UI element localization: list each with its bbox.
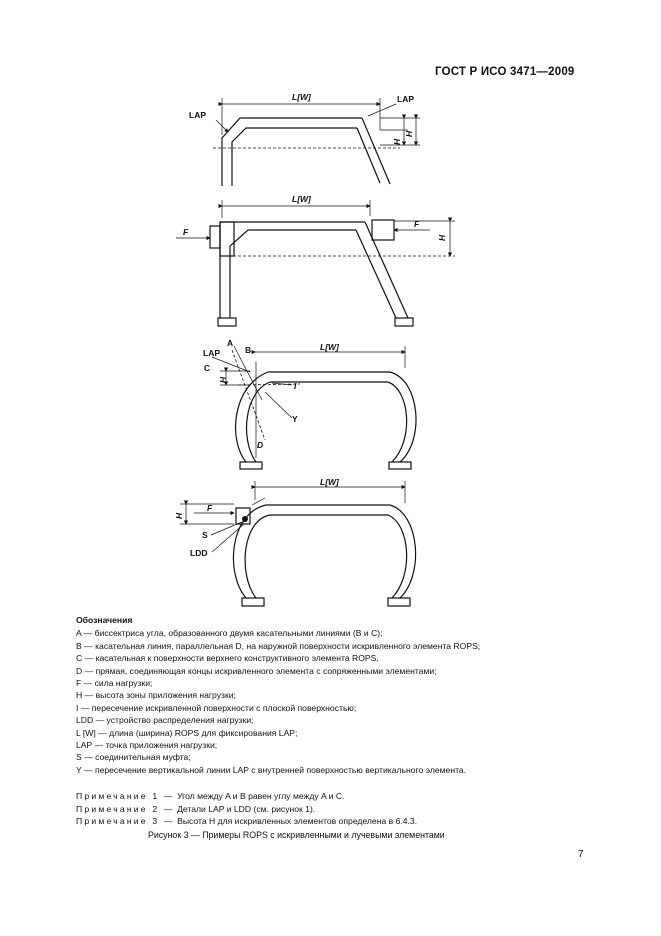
drawing-2-loaded-frame	[176, 194, 455, 326]
label-lw-3: L[W]	[320, 342, 339, 352]
label-lap-1b: LAP	[397, 94, 414, 104]
note-text: Высота H для искривленных элементов определена в 6.4.3.	[177, 816, 418, 827]
label-h-1: H	[404, 130, 414, 137]
label-c-3: C	[204, 363, 211, 373]
note-1	[76, 790, 417, 803]
label-lw-4: L[W]	[320, 477, 339, 487]
page-number: 7	[578, 849, 584, 860]
label-lw-1: L[W]	[292, 92, 311, 102]
label-lw-2: L[W]	[292, 194, 311, 204]
note-label: Примечание 3 —	[76, 816, 175, 827]
note-2	[76, 803, 417, 816]
label-h-3: H	[218, 376, 228, 383]
label-lap-1: LAP	[189, 110, 206, 120]
drawing-3-curved-frame	[203, 338, 416, 469]
note-text: Детали LAP и LDD (см. рисунок 1).	[177, 803, 316, 814]
legend-title: Обозначения	[76, 615, 133, 625]
document-header: ГОСТ Р ИСО 3471—2009	[435, 66, 575, 78]
figure-caption: Рисунок 3 — Примеры ROPS с искривленными и лучевыми элементами	[148, 830, 445, 840]
legend-item: L [W] — длина (ширина) ROPS для фиксирования LAP;	[76, 727, 298, 738]
legend-item: S — соединительная муфта;	[76, 752, 191, 763]
note-3	[76, 815, 417, 828]
legend-item: LDD — устройство распределения нагрузки;	[76, 715, 254, 726]
legend-item: A — биссектриса угла, образованного двумя касательными линиями (B и C);	[76, 628, 383, 639]
label-h-4: H	[174, 512, 184, 519]
legend-item: C — касательная к поверхности верхнего конструктивного элемента ROPS,	[76, 653, 379, 664]
label-f-2a: F	[183, 227, 189, 237]
legend-item: H — высота зоны приложения нагрузки;	[76, 690, 236, 701]
legend-item: I — пересечение искривленной поверхности с плоской поверхностью;	[76, 702, 357, 713]
legend-item: D — прямая, соединяющая концы искривленного элемента с сопряженными элементами;	[76, 665, 437, 676]
drawing-1-straight-frame	[189, 92, 420, 186]
label-s-4: S	[202, 530, 208, 540]
label-h-2: H	[437, 234, 447, 241]
note-label: Примечание 1 —	[76, 791, 175, 801]
legend	[76, 614, 596, 776]
label-ldd-4: LDD	[190, 548, 208, 558]
label-h-1b: H	[392, 138, 402, 145]
label-f-2b: F	[414, 219, 420, 229]
label-i-3: I	[294, 381, 297, 391]
label-f-4: F	[207, 503, 213, 513]
notes	[76, 790, 417, 828]
legend-item: B — касательная линия, параллельная D, на наружной поверхности искривленного элемента ROPS;	[76, 640, 481, 651]
note-text: Угол между A и B равен углу между A и C.	[177, 791, 345, 801]
label-y-3: Y	[292, 414, 298, 424]
legend-item: F — сила нагрузки;	[76, 678, 153, 689]
label-d-3: D	[257, 440, 264, 450]
drawing-4-curved-frame-ldd	[174, 477, 416, 606]
legend-item: LAP — точка приложения нагрузки;	[76, 740, 218, 751]
label-lap-3: LAP	[203, 348, 220, 358]
label-a-3: A	[227, 338, 234, 348]
note-label: Примечание 2 —	[76, 803, 175, 814]
label-b-3: B	[245, 345, 252, 355]
legend-item: Y — пересечение вертикальной линии LAP с внутренней поверхностью вертикального элемента.	[76, 764, 467, 775]
